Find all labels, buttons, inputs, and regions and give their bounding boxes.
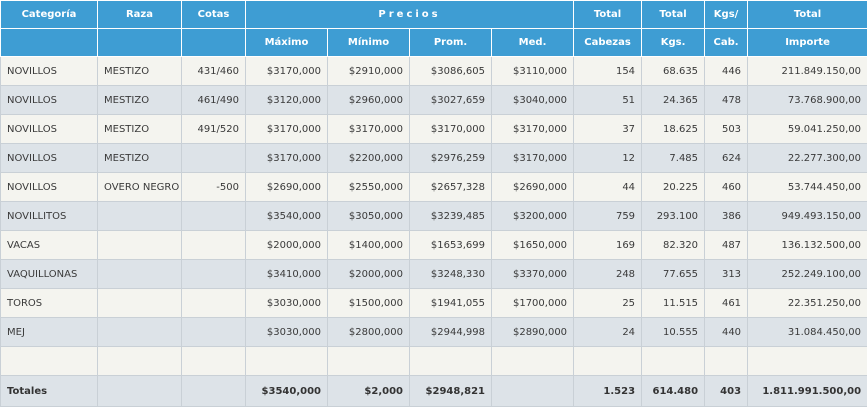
- cell-cotas: [182, 144, 246, 173]
- cell-kgs: 293.100: [642, 202, 705, 231]
- empty-cell: [98, 347, 182, 376]
- cell-kgs-cab: 487: [705, 231, 748, 260]
- cell-cotas: -500: [182, 173, 246, 202]
- cell-minimo: $1400,000: [328, 231, 410, 260]
- cell-raza: MESTIZO: [98, 57, 182, 86]
- cell-maximo: $2690,000: [246, 173, 328, 202]
- cell-prom: $1941,055: [410, 289, 492, 318]
- cell-raza: [98, 318, 182, 347]
- cell-raza: [98, 260, 182, 289]
- cell-kgs: 7.485: [642, 144, 705, 173]
- empty-row: [1, 347, 867, 376]
- cell-categoria: MEJ: [1, 318, 98, 347]
- cell-kgs-cab: 478: [705, 86, 748, 115]
- cell-kgs-cab: 386: [705, 202, 748, 231]
- cell-categoria: VAQUILLONAS: [1, 260, 98, 289]
- cell-cotas: [182, 318, 246, 347]
- empty-cell: [328, 347, 410, 376]
- cell-prom: $2944,998: [410, 318, 492, 347]
- totals-row: [1, 376, 867, 407]
- cell-prom: $2657,328: [410, 173, 492, 202]
- cell-prom: $3170,000: [410, 115, 492, 144]
- table-row: [1, 318, 867, 347]
- totals-kgs: 614.480: [642, 376, 705, 407]
- table-row: [1, 202, 867, 231]
- header-blank: [98, 29, 182, 57]
- cell-kgs-cab: 624: [705, 144, 748, 173]
- cell-kgs-cab: 461: [705, 289, 748, 318]
- cell-cotas: [182, 289, 246, 318]
- cell-importe: 22.351.250,00: [748, 289, 867, 318]
- header-kgs-cab: Kgs/: [705, 1, 748, 29]
- cell-importe: 949.493.150,00: [748, 202, 867, 231]
- cell-cotas: 431/460: [182, 57, 246, 86]
- cell-maximo: $2000,000: [246, 231, 328, 260]
- header-row-2: [1, 29, 867, 57]
- cell-med: $3170,000: [492, 115, 574, 144]
- header-total-kgs: Total: [642, 1, 705, 29]
- cell-cotas: 461/490: [182, 86, 246, 115]
- cell-cabezas: 24: [574, 318, 642, 347]
- empty-cell: [182, 347, 246, 376]
- cell-maximo: $3170,000: [246, 144, 328, 173]
- cell-med: $3200,000: [492, 202, 574, 231]
- cell-med: $1650,000: [492, 231, 574, 260]
- empty-cell: [748, 347, 867, 376]
- totals-minimo: $2,000: [328, 376, 410, 407]
- cell-med: $3040,000: [492, 86, 574, 115]
- empty-cell: [1, 347, 98, 376]
- totals-label: Totales: [1, 376, 98, 407]
- cell-prom: $3239,485: [410, 202, 492, 231]
- cell-prom: $3248,330: [410, 260, 492, 289]
- header-prom: Prom.: [410, 29, 492, 57]
- cell-cabezas: 44: [574, 173, 642, 202]
- cell-raza: [98, 202, 182, 231]
- header-cotas: Cotas: [182, 1, 246, 29]
- cell-importe: 53.744.450,00: [748, 173, 867, 202]
- cell-prom: $1653,699: [410, 231, 492, 260]
- cell-med: $3370,000: [492, 260, 574, 289]
- header-precios: Precios: [246, 1, 574, 29]
- cell-importe: 31.084.450,00: [748, 318, 867, 347]
- table-row: [1, 260, 867, 289]
- cell-cabezas: 154: [574, 57, 642, 86]
- cell-cabezas: 51: [574, 86, 642, 115]
- cell-categoria: NOVILLOS: [1, 86, 98, 115]
- cell-maximo: $3030,000: [246, 318, 328, 347]
- cell-med: $1700,000: [492, 289, 574, 318]
- cell-kgs: 68.635: [642, 57, 705, 86]
- header-maximo: Máximo: [246, 29, 328, 57]
- cell-cabezas: 37: [574, 115, 642, 144]
- cell-categoria: NOVILLOS: [1, 144, 98, 173]
- header-importe: Importe: [748, 29, 867, 57]
- cell-med: $3110,000: [492, 57, 574, 86]
- empty-cell: [642, 347, 705, 376]
- cell-minimo: $2800,000: [328, 318, 410, 347]
- cell-categoria: NOVILLOS: [1, 57, 98, 86]
- cell-raza: [98, 289, 182, 318]
- cell-maximo: $3030,000: [246, 289, 328, 318]
- table-row: [1, 289, 867, 318]
- empty-cell: [246, 347, 328, 376]
- header-total-importe: Total: [748, 1, 867, 29]
- header-med: Med.: [492, 29, 574, 57]
- totals-blank: [98, 376, 182, 407]
- cell-minimo: $2910,000: [328, 57, 410, 86]
- cell-med: $3170,000: [492, 144, 574, 173]
- cell-maximo: $3170,000: [246, 115, 328, 144]
- cell-maximo: $3170,000: [246, 57, 328, 86]
- cell-kgs: 11.515: [642, 289, 705, 318]
- cell-categoria: NOVILLITOS: [1, 202, 98, 231]
- cell-categoria: TOROS: [1, 289, 98, 318]
- header-categoria: Categoría: [1, 1, 98, 29]
- cell-med: $2890,000: [492, 318, 574, 347]
- cell-maximo: $3120,000: [246, 86, 328, 115]
- cell-minimo: $2200,000: [328, 144, 410, 173]
- cell-kgs: 20.225: [642, 173, 705, 202]
- cell-categoria: NOVILLOS: [1, 173, 98, 202]
- cell-kgs: 10.555: [642, 318, 705, 347]
- cell-importe: 22.277.300,00: [748, 144, 867, 173]
- cell-cotas: [182, 260, 246, 289]
- table-row: [1, 231, 867, 260]
- cell-cotas: [182, 231, 246, 260]
- cell-categoria: NOVILLOS: [1, 115, 98, 144]
- cell-cabezas: 12: [574, 144, 642, 173]
- header-cab: Cab.: [705, 29, 748, 57]
- totals-maximo: $3540,000: [246, 376, 328, 407]
- table-row: [1, 144, 867, 173]
- cell-kgs-cab: 446: [705, 57, 748, 86]
- cell-raza: MESTIZO: [98, 115, 182, 144]
- cell-prom: $3086,605: [410, 57, 492, 86]
- cell-prom: $2976,259: [410, 144, 492, 173]
- totals-kgs-cab: 403: [705, 376, 748, 407]
- cell-med: $2690,000: [492, 173, 574, 202]
- cell-kgs: 18.625: [642, 115, 705, 144]
- cell-kgs-cab: 313: [705, 260, 748, 289]
- cell-kgs: 77.655: [642, 260, 705, 289]
- empty-cell: [410, 347, 492, 376]
- cell-cabezas: 169: [574, 231, 642, 260]
- cell-categoria: VACAS: [1, 231, 98, 260]
- cell-importe: 252.249.100,00: [748, 260, 867, 289]
- cell-kgs: 24.365: [642, 86, 705, 115]
- cell-minimo: $3170,000: [328, 115, 410, 144]
- cell-cabezas: 759: [574, 202, 642, 231]
- cell-kgs-cab: 440: [705, 318, 748, 347]
- cell-raza: [98, 231, 182, 260]
- header-row-1: [1, 1, 867, 29]
- cell-raza: MESTIZO: [98, 144, 182, 173]
- header-cabezas: Cabezas: [574, 29, 642, 57]
- header-raza: Raza: [98, 1, 182, 29]
- header-blank: [182, 29, 246, 57]
- cell-kgs-cab: 460: [705, 173, 748, 202]
- cell-importe: 136.132.500,00: [748, 231, 867, 260]
- cell-cabezas: 25: [574, 289, 642, 318]
- cell-minimo: $2550,000: [328, 173, 410, 202]
- empty-cell: [705, 347, 748, 376]
- header-blank: [1, 29, 98, 57]
- cell-minimo: $2960,000: [328, 86, 410, 115]
- cell-kgs: 82.320: [642, 231, 705, 260]
- table-row: [1, 86, 867, 115]
- empty-cell: [574, 347, 642, 376]
- table-row: [1, 173, 867, 202]
- cell-cabezas: 248: [574, 260, 642, 289]
- cell-minimo: $1500,000: [328, 289, 410, 318]
- totals-blank: [182, 376, 246, 407]
- empty-cell: [492, 347, 574, 376]
- cell-cotas: 491/520: [182, 115, 246, 144]
- cell-maximo: $3540,000: [246, 202, 328, 231]
- cell-cotas: [182, 202, 246, 231]
- totals-importe: 1.811.991.500,00: [748, 376, 867, 407]
- cell-raza: OVERO NEGRO: [98, 173, 182, 202]
- cell-minimo: $3050,000: [328, 202, 410, 231]
- header-kgs: Kgs.: [642, 29, 705, 57]
- cell-maximo: $3410,000: [246, 260, 328, 289]
- cell-raza: MESTIZO: [98, 86, 182, 115]
- cell-importe: 73.768.900,00: [748, 86, 867, 115]
- table-row: [1, 57, 867, 86]
- header-total-cabezas: Total: [574, 1, 642, 29]
- totals-med: [492, 376, 574, 407]
- totals-prom: $2948,821: [410, 376, 492, 407]
- cell-kgs-cab: 503: [705, 115, 748, 144]
- header-minimo: Mínimo: [328, 29, 410, 57]
- table-row: [1, 115, 867, 144]
- cell-minimo: $2000,000: [328, 260, 410, 289]
- cell-importe: 59.041.250,00: [748, 115, 867, 144]
- cell-importe: 211.849.150,00: [748, 57, 867, 86]
- totals-cabezas: 1.523: [574, 376, 642, 407]
- cell-prom: $3027,659: [410, 86, 492, 115]
